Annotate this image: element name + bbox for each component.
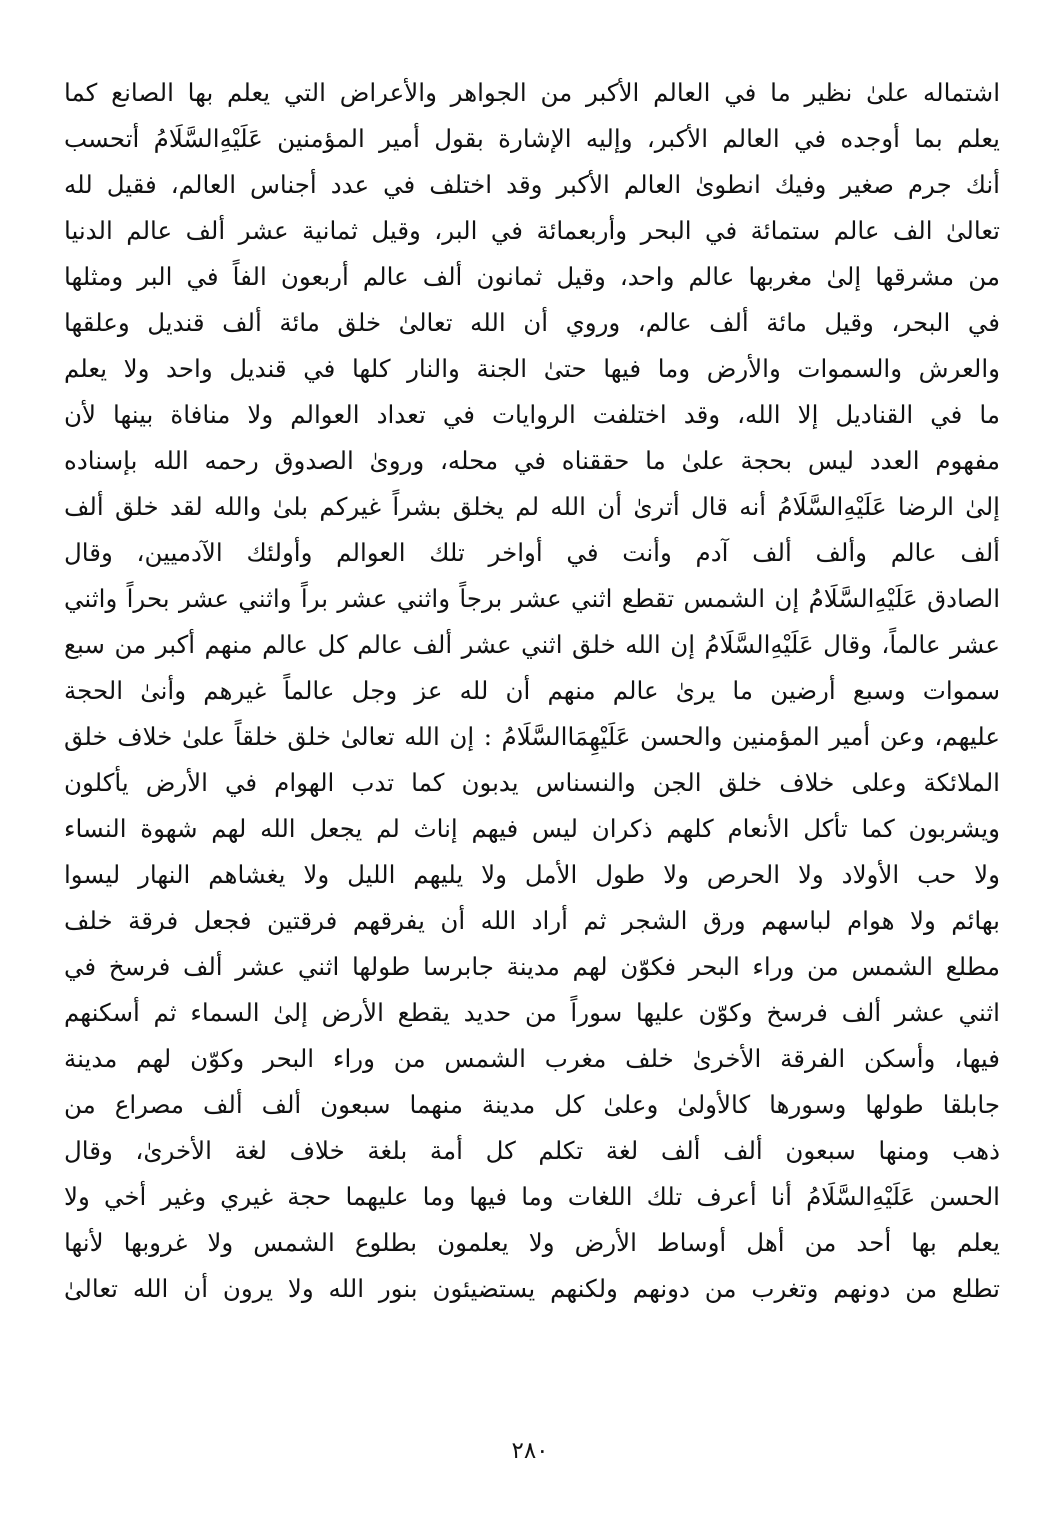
text-line-3: أنك جرم صغير وفيك انطوىٰ العالم الأكبر وقد اختلف في عدد أجناس العالم، فقيل لله <box>64 170 1000 199</box>
text-line-12: الصادق عَلَيْهِ‌السَّلَامُ إن الشمس تقطع اثني عشر برجاً واثني عشر براً واثني عشر بحراً واثني <box>64 584 1000 613</box>
text-line-21: اثني عشر ألف فرسخ وكوّن عليها سوراً من حديد يقطع الأرض إلىٰ السماء ثم أسكنهم <box>64 998 1000 1027</box>
text-line-14: سموات وسبع أرضين ما يرىٰ عالم منهم أن لله عز وجل عالماً غيرهم وأنىٰ الحجة <box>64 676 1000 705</box>
text-line-25: الحسن عَلَيْهِ‌السَّلَامُ أنا أعرف تلك اللغات وما فيها وما عليهما حجة غيري وغير أخي ولا <box>64 1182 1000 1211</box>
text-line-27: تطلع من دونهم وتغرب من دونهم ولكنهم يستضيئون بنور الله ولا يرون أن الله تعالىٰ <box>64 1274 1000 1303</box>
text-line-6: في البحر، وقيل مائة ألف عالم، وروي أن الله تعالىٰ خلق مائة ألف قنديل وعلقها <box>64 308 1000 337</box>
text-line-11: ألف عالم وألف ألف آدم وأنت في أواخر تلك العوالم وأولئك الآدميين، وقال <box>64 538 1000 567</box>
text-line-5: من مشرقها إلىٰ مغربها عالم واحد، وقيل ثمانون ألف عالم أربعون الفاً في البر ومثلها <box>64 262 1000 291</box>
text-line-9: مفهوم العدد ليس بحجة علىٰ ما حققناه في محله، وروىٰ الصدوق رحمه الله بإسناده <box>64 446 1000 475</box>
text-line-13: عشر عالماً، وقال عَلَيْهِ‌السَّلَامُ إن الله خلق اثني عشر ألف عالم كل عالم منهم أكبر من سبع <box>64 630 1000 659</box>
text-line-18: ولا حب الأولاد ولا الحرص ولا طول الأمل ولا يليهم الليل ولا يغشاهم النهار ليسوا <box>64 860 1000 889</box>
text-line-20: مطلع الشمس من وراء البحر فكوّن لهم مدينة جابرسا طولها اثني عشر ألف فرسخ في <box>64 952 1000 981</box>
text-line-24: ذهب ومنها سبعون ألف ألف لغة تكلم كل أمة بلغة خلاف لغة الأخرىٰ، وقال <box>64 1136 1000 1165</box>
text-line-4: تعالىٰ الف عالم ستمائة في البحر وأربعمائة في البر، وقيل ثمانية عشر ألف عالم الدنيا <box>64 216 1000 245</box>
body-text <box>64 70 1000 1312</box>
text-line-16: الملائكة وعلى خلاف خلق الجن والنسناس يدبون كما تدب الهوام في الأرض يأكلون <box>64 768 1000 797</box>
text-line-2: يعلم بما أوجده في العالم الأكبر، وإليه الإشارة بقول أمير المؤمنين عَلَيْهِ‌السَّلَامُ أتحسب <box>64 124 1000 153</box>
text-line-22: فيها، وأسكن الفرقة الأخرىٰ خلف مغرب الشمس من وراء البحر وكوّن لهم مدينة <box>64 1044 1000 1073</box>
page-number: ٢٨٠ <box>511 1438 549 1464</box>
text-line-15: عليهم، وعن أمير المؤمنين والحسن عَلَيْهِمَا‌السَّلَامُ : إن الله تعالىٰ خلق خلقاً علىٰ خلاف خلق <box>64 722 1000 751</box>
text-line-7: والعرش والسموات والأرض وما فيها حتىٰ الجنة والنار كلها في قنديل واحد ولا يعلم <box>64 354 1000 383</box>
text-line-1: اشتماله علىٰ نظير ما في العالم الأكبر من الجواهر والأعراض التي يعلم بها الصانع كما <box>64 78 1000 107</box>
text-line-26: يعلم بها أحد من أهل أوساط الأرض ولا يعلمون بطلوع الشمس ولا غروبها لأنها <box>64 1228 1000 1257</box>
text-line-17: ويشربون كما تأكل الأنعام كلهم ذكران ليس فيهم إناث لم يجعل الله لهم شهوة النساء <box>64 814 1000 843</box>
text-line-23: جابلقا طولها وسورها كالأولىٰ وعلىٰ كل مدينة منهما سبعون ألف ألف مصراع من <box>64 1090 1000 1119</box>
text-line-19: بهائم ولا هوام لباسهم ورق الشجر ثم أراد الله أن يفرقهم فرقتين فجعل فرقة خلف <box>64 906 1000 935</box>
text-line-8: ما في القناديل إلا الله، وقد اختلفت الروايات في تعداد العوالم ولا منافاة بينها لأن <box>64 400 1000 429</box>
text-line-10: إلىٰ الرضا عَلَيْهِ‌السَّلَامُ أنه قال أترىٰ أن الله لم يخلق بشراً غيركم بلىٰ والله لقد خلق ألف <box>64 492 1000 521</box>
